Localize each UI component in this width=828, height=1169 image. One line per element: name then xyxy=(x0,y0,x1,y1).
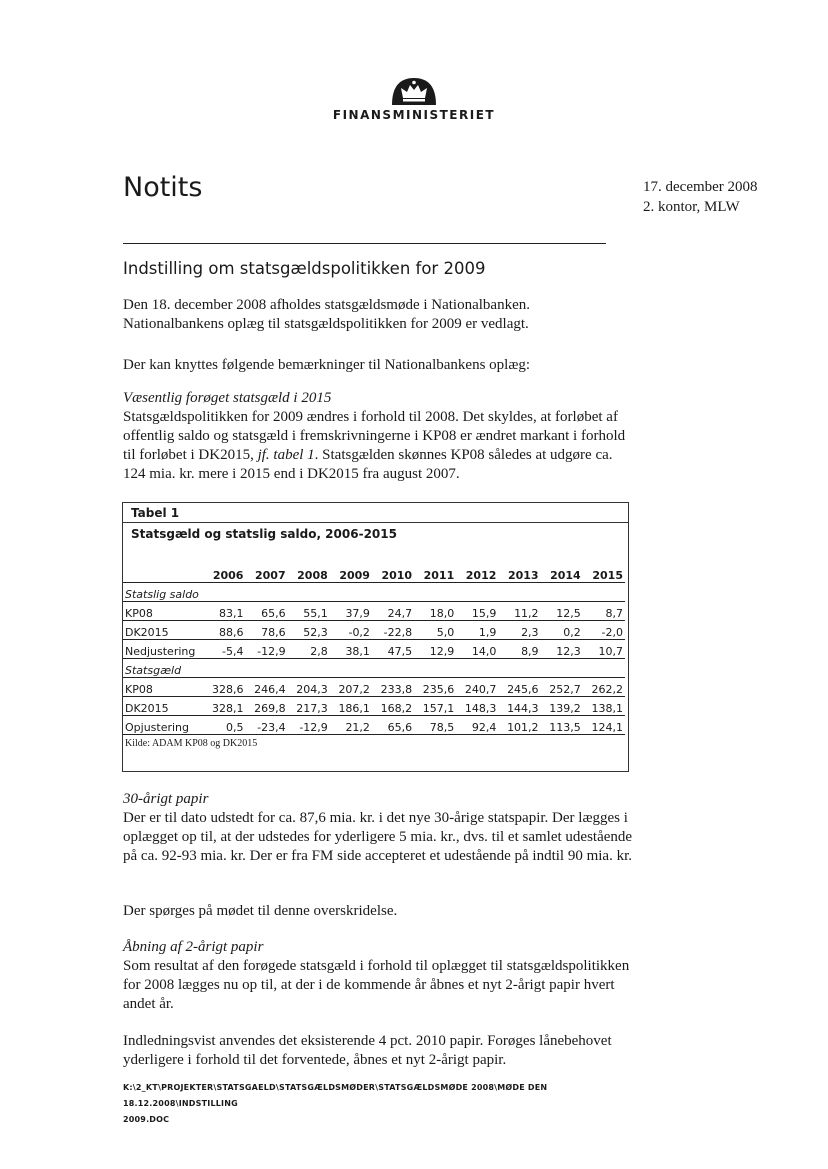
table-cell: 65,6 xyxy=(372,716,414,735)
table-row-label: Opjustering xyxy=(123,716,203,735)
table-section-label: Statslig saldo xyxy=(123,583,625,602)
table-cell: 10,7 xyxy=(583,640,625,659)
table-section-row xyxy=(123,583,625,602)
section-heading: Indstilling om statsgældspolitikken for 2009 xyxy=(123,259,486,278)
table-header-blank xyxy=(123,564,203,583)
table-cell: 52,3 xyxy=(288,621,330,640)
section-debt-title: Væsentlig forøget statsgæld i 2015 xyxy=(123,390,332,406)
table-title-divider xyxy=(122,522,628,523)
section-2y-title: Åbning af 2-årigt papir xyxy=(123,939,264,955)
table-label: Tabel 1 xyxy=(131,506,180,520)
table-cell: 0,5 xyxy=(203,716,245,735)
year-header: 2014 xyxy=(541,564,583,583)
table-section-label: Statsgæld xyxy=(123,659,625,678)
document-title: Notits xyxy=(123,172,203,203)
year-header: 2013 xyxy=(498,564,540,583)
section-30y-text: Der er til dato udstedt for ca. 87,6 mia. kr. i det nye 30-årige statspapir. Der lægges i oplægget op til, at der udstedes for yderligere 5 mia. kr., dvs. til et samlet udestående på ca. 92-93 mia. kr. Der er fra FM side accepteret et udestående på indtil 90 mia. kr. xyxy=(123,810,633,864)
office-reference: 2. kontor, MLW xyxy=(643,199,740,215)
table-cell: 38,1 xyxy=(330,640,372,659)
file-path-line: 2009.DOC xyxy=(123,1115,170,1124)
table-cell: 168,2 xyxy=(372,697,414,716)
table-cell: 1,9 xyxy=(456,621,498,640)
year-header: 2008 xyxy=(288,564,330,583)
table-cell: 24,7 xyxy=(372,602,414,621)
section-30y-note xyxy=(123,902,633,921)
intro-text: Den 18. december 2008 afholdes statsgældsmøde i Nationalbanken. Nationalbankens oplæg til statsgældspolitikken for 2009 er vedlagt. xyxy=(123,297,530,332)
table-row xyxy=(123,602,625,621)
section-30y-title: 30-årigt papir xyxy=(123,791,209,807)
table-cell: 124,1 xyxy=(583,716,625,735)
year-header: 2009 xyxy=(330,564,372,583)
table-cell: 47,5 xyxy=(372,640,414,659)
table-cell: 12,9 xyxy=(414,640,456,659)
table-row-label: KP08 xyxy=(123,602,203,621)
table-cell: 21,2 xyxy=(330,716,372,735)
section-2y-note-text: Indledningsvist anvendes det eksisterende 4 pct. 2010 papir. Forøges lånebehovet yderligere i forhold til det forventede, åbnes et nyt 2-årigt papir. xyxy=(123,1033,612,1068)
table-row-label: DK2015 xyxy=(123,697,203,716)
date-block xyxy=(643,177,758,217)
table-header-row xyxy=(123,564,625,583)
table-cell: 83,1 xyxy=(203,602,245,621)
section-2y xyxy=(123,938,633,1014)
table-cell: 204,3 xyxy=(288,678,330,697)
year-header: 2012 xyxy=(456,564,498,583)
table-reference: jf. tabel 1 xyxy=(257,447,315,463)
section-debt-text: Statsgældspolitikken for 2009 ændres i forhold til 2008. Det skyldes, at forløbet af offentlig saldo og statsgæld i fremskrivningerne i KP08 er ændret markant i forhold til forløbet i DK2015, jf. tabel 1. Statsgælden skønnes KP08 således at udgøre ca. 124 mia. kr. mere i 2015 end i DK2015 fra august 2007. xyxy=(123,409,626,482)
table-cell: 262,2 xyxy=(583,678,625,697)
table-cell: 2,3 xyxy=(498,621,540,640)
table-cell: 138,1 xyxy=(583,697,625,716)
table-row xyxy=(123,678,625,697)
year-header: 2010 xyxy=(372,564,414,583)
table-cell: 92,4 xyxy=(456,716,498,735)
table-source: Kilde: ADAM KP08 og DK2015 xyxy=(125,738,258,749)
table-cell: 12,3 xyxy=(541,640,583,659)
table-cell: 37,9 xyxy=(330,602,372,621)
year-header: 2015 xyxy=(583,564,625,583)
table-cell: -12,9 xyxy=(288,716,330,735)
table-cell: 2,8 xyxy=(288,640,330,659)
table-cell: 12,5 xyxy=(541,602,583,621)
document-date: 17. december 2008 xyxy=(643,179,758,195)
table-cell: 11,2 xyxy=(498,602,540,621)
table-cell: 139,2 xyxy=(541,697,583,716)
crown-icon xyxy=(389,74,439,106)
table-cell: 148,3 xyxy=(456,697,498,716)
year-header: 2011 xyxy=(414,564,456,583)
table-row xyxy=(123,621,625,640)
table-row-label: DK2015 xyxy=(123,621,203,640)
section-2y-note xyxy=(123,1032,633,1070)
year-header: 2006 xyxy=(203,564,245,583)
table-cell: -5,4 xyxy=(203,640,245,659)
table-row xyxy=(123,716,625,735)
table-cell: -22,8 xyxy=(372,621,414,640)
remarks-text: Der kan knyttes følgende bemærkninger til Nationalbankens oplæg: xyxy=(123,357,530,373)
table-cell: 328,1 xyxy=(203,697,245,716)
table-section-row xyxy=(123,659,625,678)
table-cell: 240,7 xyxy=(456,678,498,697)
debt-table xyxy=(123,564,625,749)
table-cell: 246,4 xyxy=(245,678,287,697)
remarks-paragraph xyxy=(123,356,633,375)
table-cell: 233,8 xyxy=(372,678,414,697)
table-cell: -23,4 xyxy=(245,716,287,735)
section-30y xyxy=(123,790,633,866)
table-cell: 269,8 xyxy=(245,697,287,716)
table-cell: 15,9 xyxy=(456,602,498,621)
table-cell: 245,6 xyxy=(498,678,540,697)
ministry-logo xyxy=(0,74,828,122)
table-cell: 8,9 xyxy=(498,640,540,659)
table-cell: 235,6 xyxy=(414,678,456,697)
file-path-line: K:\2_KT\PROJEKTER\STATSGAELD\STATSGÆLDSMØDER\STATSGÆLDSMØDE 2008\MØDE DEN 18.12.2008\INDSTILLING xyxy=(123,1083,548,1108)
table-cell: 18,0 xyxy=(414,602,456,621)
table-cell: 217,3 xyxy=(288,697,330,716)
table-cell: 65,6 xyxy=(245,602,287,621)
table-row-label: KP08 xyxy=(123,678,203,697)
table-row-label: Nedjustering xyxy=(123,640,203,659)
file-path-footer xyxy=(123,1080,643,1128)
table-cell: 157,1 xyxy=(414,697,456,716)
table-cell: 14,0 xyxy=(456,640,498,659)
table-cell: 113,5 xyxy=(541,716,583,735)
section-debt xyxy=(123,389,633,484)
table-source-row xyxy=(123,735,625,750)
intro-paragraph xyxy=(123,296,633,334)
year-header: 2007 xyxy=(245,564,287,583)
table-cell: 78,6 xyxy=(245,621,287,640)
table-cell: 5,0 xyxy=(414,621,456,640)
table-cell: 88,6 xyxy=(203,621,245,640)
table-cell: 0,2 xyxy=(541,621,583,640)
table-title: Statsgæld og statslig saldo, 2006-2015 xyxy=(131,527,397,541)
table-cell: 186,1 xyxy=(330,697,372,716)
table-cell: -12,9 xyxy=(245,640,287,659)
table-cell: 8,7 xyxy=(583,602,625,621)
table-cell: 78,5 xyxy=(414,716,456,735)
table-cell: 55,1 xyxy=(288,602,330,621)
table-cell: 252,7 xyxy=(541,678,583,697)
table-cell: 328,6 xyxy=(203,678,245,697)
title-divider xyxy=(123,243,606,244)
table-cell: -2,0 xyxy=(583,621,625,640)
ministry-name: FINANSMINISTERIET xyxy=(332,108,496,122)
table-cell: 144,3 xyxy=(498,697,540,716)
table-cell: 207,2 xyxy=(330,678,372,697)
section-2y-text: Som resultat af den forøgede statsgæld i forhold til oplægget til statsgældspolitikken for 2008 lægges nu op til, at der i de kommende år åbnes et nyt 2-årigt papir hvert andet år. xyxy=(123,958,630,1012)
table-cell: 101,2 xyxy=(498,716,540,735)
section-30y-note-text: Der spørges på mødet til denne overskridelse. xyxy=(123,903,398,919)
table-cell: -0,2 xyxy=(330,621,372,640)
table-row xyxy=(123,697,625,716)
table-row xyxy=(123,640,625,659)
